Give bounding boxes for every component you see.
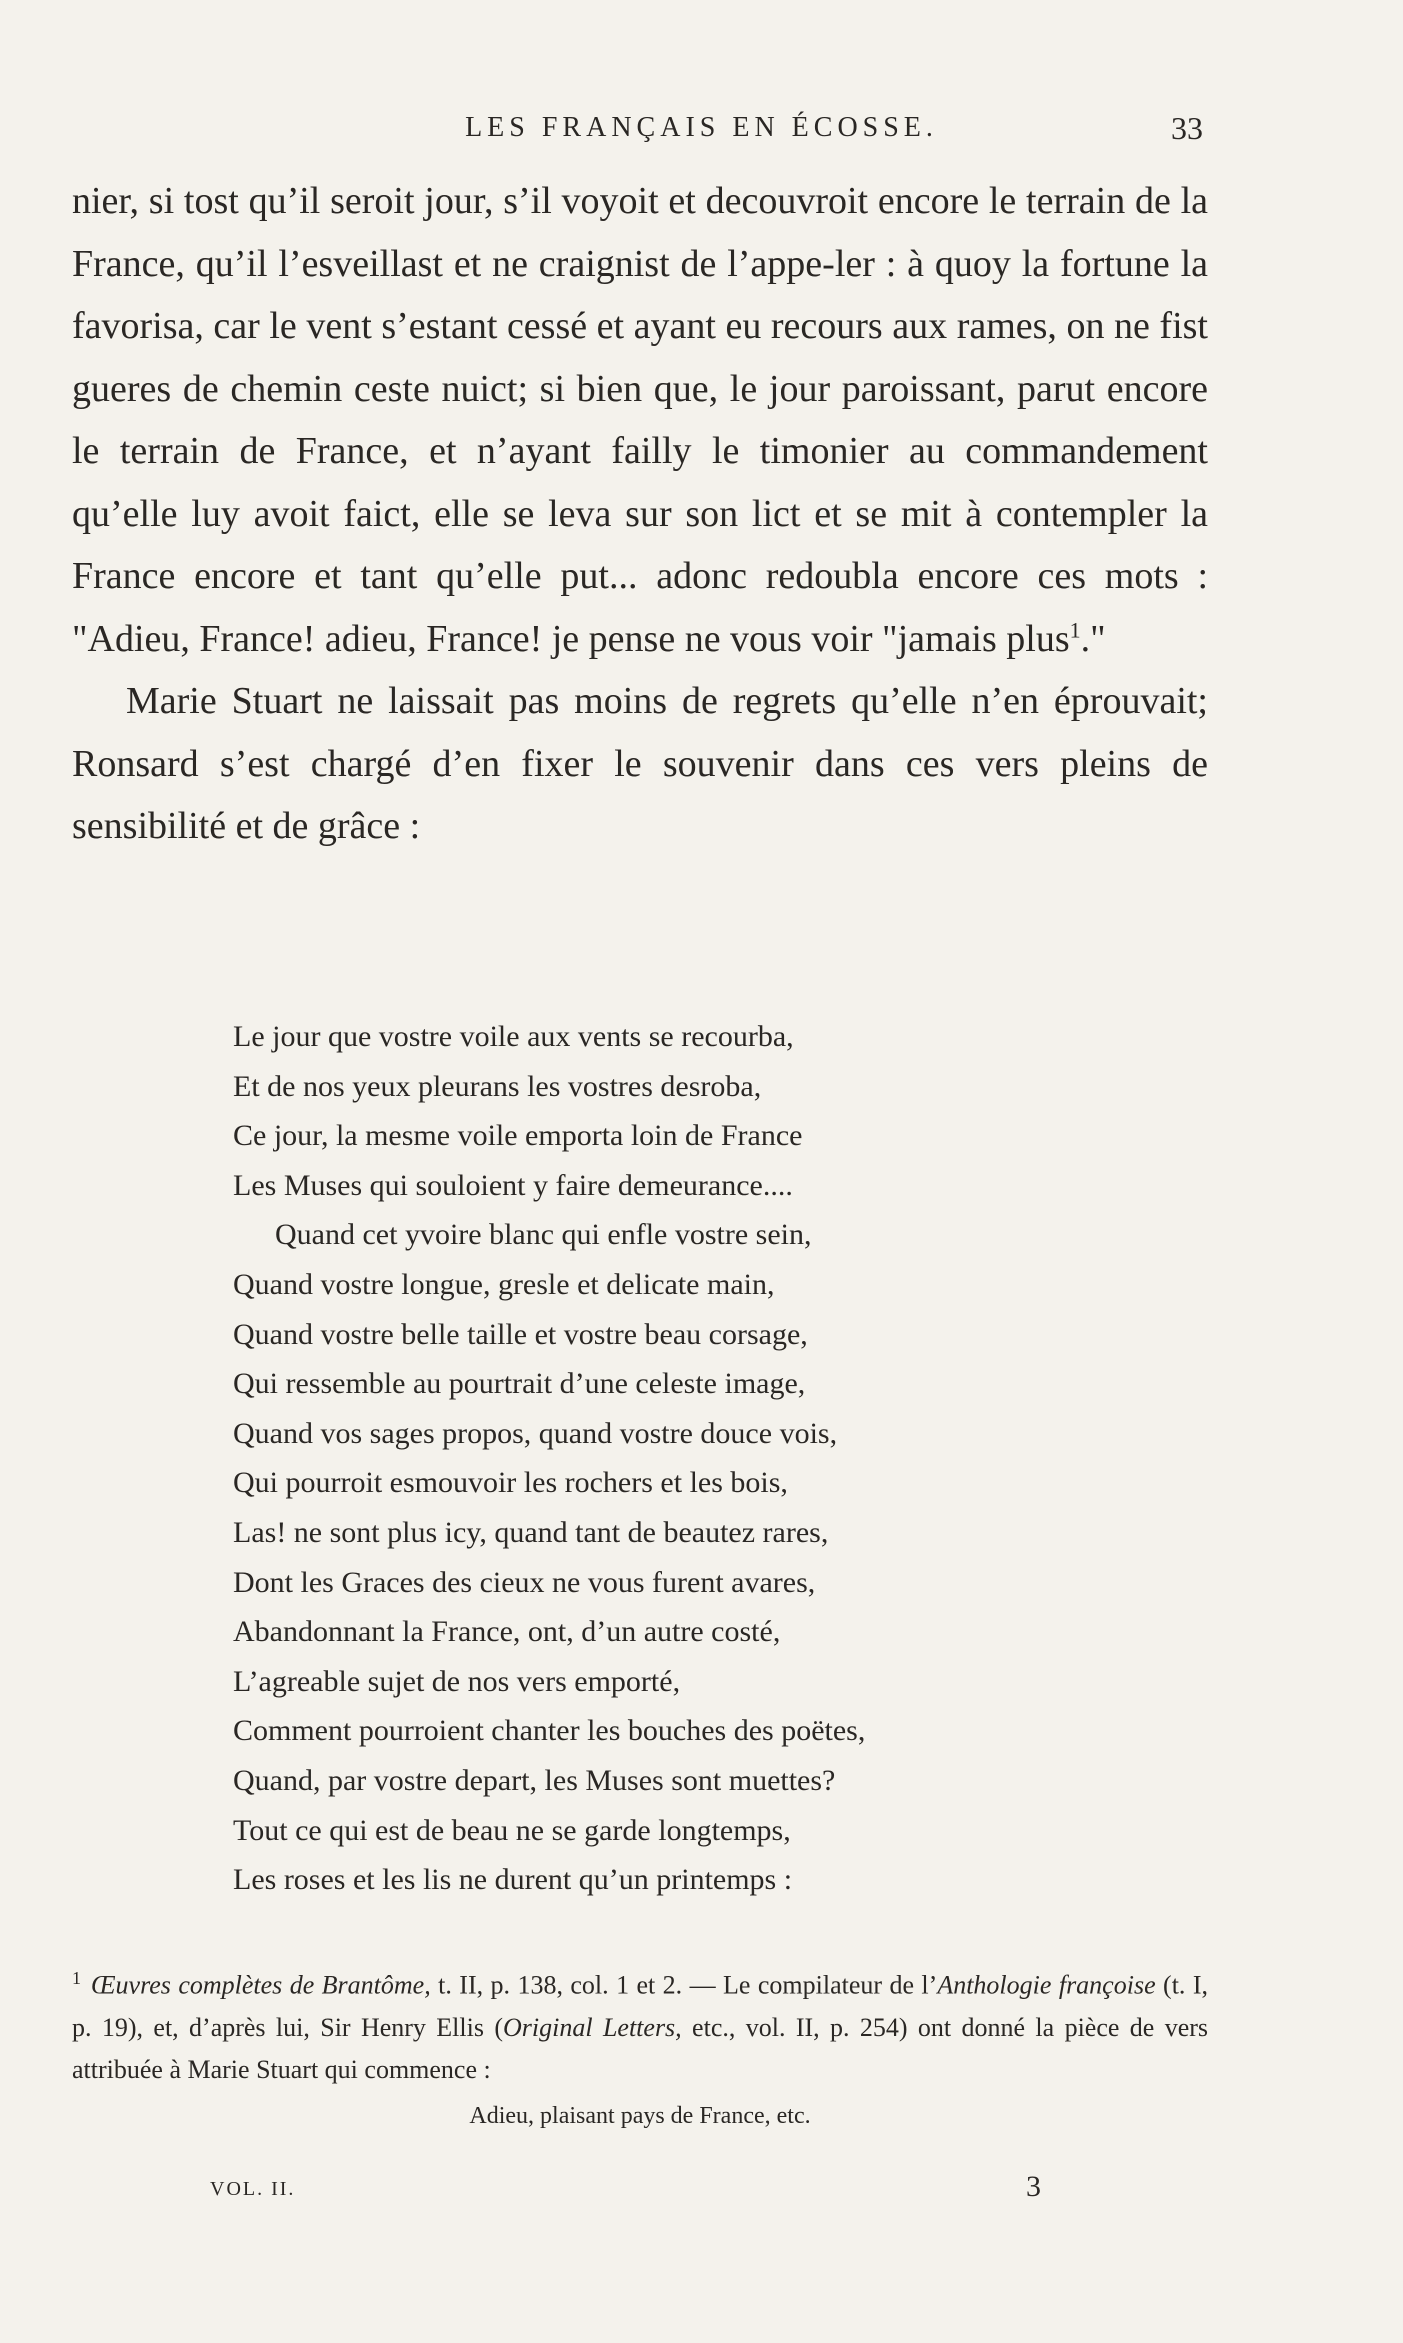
paragraph-end: ." [1080, 617, 1106, 660]
paragraph-text: nier, si tost qu’il seroit jour, s’il voyoit et decouvroit encore le terrain de la France, qu’il l’esveillast et ne craignist de l’appe-ler : à quoy la fortune la favorisa, car le vent s’estant cessé et ayant eu recours aux rames, on ne fist gueres de chemin ceste nuict; si bien que, le jour paroissant, parut encore le terrain de France, et n’ayant failly le timonier au commandement qu’elle luy avoit faict, elle se leva sur son lict et se mit à contempler la France encore et tant qu’elle put... adonc redoubla encore ces mots : "Adieu, France! adieu, France! je pense ne vous voir "jamais plus [72, 180, 1208, 660]
footnote-title: Œuvres complètes de Brantôme, [91, 1970, 431, 2000]
poem-line: Qui ressemble au pourtrait d’une celeste image, [233, 1367, 806, 1401]
footnote-reference: 1 [1069, 616, 1081, 642]
footnote-marker: 1 [72, 1968, 81, 1988]
footnote-text: (t. I, p. 19), et, d’après lui, Sir Henry Ellis ( [72, 1970, 1208, 2042]
poem-line: Le jour que vostre voile aux vents se recourba, [233, 1020, 794, 1053]
poem-line: Abandonnant la France, ont, d’un autre costé, [233, 1615, 781, 1649]
footnotes [72, 1957, 1208, 2137]
poem-line: Tout ce qui est de beau ne se garde longtemps, [233, 1813, 791, 1847]
running-title: LES FRANÇAIS EN ÉCOSSE. [465, 112, 938, 143]
running-head [0, 112, 1403, 152]
poem-line: Et de nos yeux pleurans les vostres desroba, [233, 1069, 762, 1103]
footnote-title: Original Letters, [503, 2012, 682, 2042]
footnote-title: Anthologie françoise [937, 1970, 1156, 2000]
poem-line: Quand vostre longue, gresle et delicate main, [233, 1267, 775, 1301]
footnote [72, 1957, 1208, 2091]
poem-line: Les Muses qui souloient y faire demeurance.... [233, 1168, 793, 1202]
poem-line: Dont les Graces des cieux ne vous furent avares, [233, 1565, 816, 1599]
signature-line [0, 2170, 1403, 2210]
poem [233, 1012, 1133, 1905]
poem-line: Comment pourroient chanter les bouches des poëtes, [233, 1714, 866, 1748]
paragraph: Marie Stuart ne laissait pas moins de regrets qu’elle n’en éprouvait; Ronsard s’est chargé d’en fixer le souvenir dans ces vers pleins de sensibilité et de grâce : [72, 680, 1208, 847]
poem-line: Quand cet yvoire blanc qui enfle vostre sein, [275, 1218, 812, 1252]
poem-line: L’agreable sujet de nos vers emporté, [233, 1664, 681, 1698]
footnote-text: etc., vol. II, p. 254) ont donné la pièce de vers attribuée à Marie Stuart qui commence : [72, 2012, 1209, 2084]
signature-mark: 3 [1026, 2170, 1041, 2203]
paragraph [72, 170, 1208, 670]
poem-line: Las! ne sont plus icy, quand tant de beautez rares, [233, 1515, 829, 1549]
body-text [72, 170, 1208, 858]
footnote-text: t. II, p. 138, col. 1 et 2. — Le compilateur de l’ [430, 1970, 938, 2000]
poem-line: Quand, par vostre depart, les Muses sont muettes? [233, 1763, 836, 1797]
volume-mark: VOL. II. [210, 2178, 296, 2200]
poem-line: Ce jour, la mesme voile emporta loin de France [233, 1119, 803, 1153]
poem-line: Quand vostre belle taille et vostre beau corsage, [233, 1317, 808, 1351]
footnote-citation: Adieu, plaisant pays de France, etc. [469, 2102, 811, 2129]
poem-line: Les roses et les lis ne durent qu’un printemps : [233, 1863, 793, 1897]
page-number: 33 [1171, 110, 1203, 146]
poem-line: Quand vos sages propos, quand vostre douce vois, [233, 1416, 838, 1450]
poem-line: Qui pourroit esmouvoir les rochers et les bois, [233, 1466, 788, 1500]
